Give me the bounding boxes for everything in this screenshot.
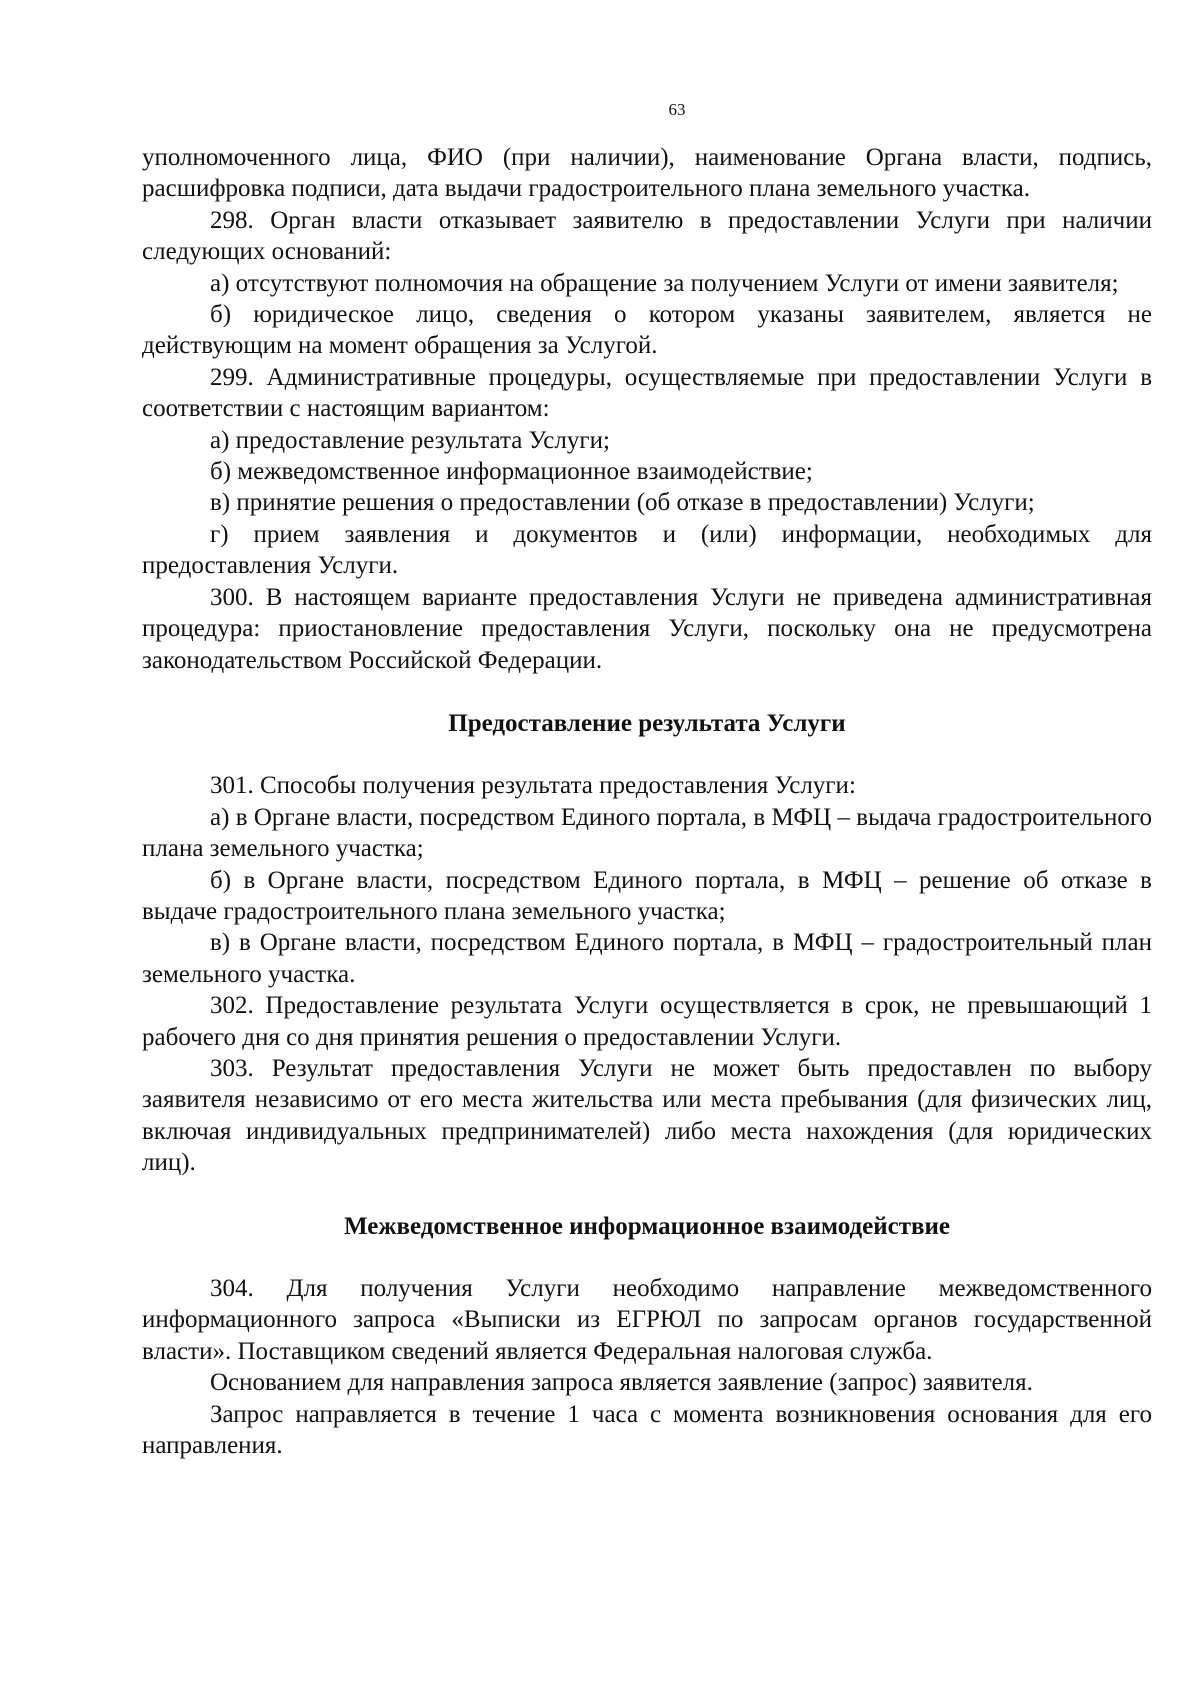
paragraph-301-a: а) в Органе власти, посредством Единого портала, в МФЦ – выдача градостроительного плана земельного участка; [142,803,1152,863]
paragraph-304-basis: Основанием для направления запроса является заявление (запрос) заявителя. [210,1369,1033,1397]
paragraph-301-b: б) в Органе власти, посредством Единого портала, в МФЦ – решение об отказе в выдаче градостроительного плана земельного участка; [142,866,1152,925]
paragraph-304-timing: Запрос направляется в течение 1 часа с момента возникновения основания для его направления. [142,1400,1152,1460]
paragraph-299-a: а) предоставление результата Услуги; [210,426,610,454]
document-page [142,100,1152,1461]
paragraph-298-b: б) юридическое лицо, сведения о котором указаны заявителем, является не действующим на момент обращения за Услугой. [142,301,1152,360]
paragraph-300: 300. В настоящем варианте предоставления Услуги не приведена административная процедура: приостановление предоставления Услуги, поскольку она не предусмотрена законодательством Российской Федерации. [142,583,1152,674]
paragraph-continuation: уполномоченного лица, ФИО (при наличии), наименование Органа власти, подпись, расшифровка подписи, дата выдачи градостроительного плана земельного участка. [142,144,1152,203]
top-text-block [142,142,1152,676]
paragraph-299-g: г) прием заявления и документов и (или) информации, необходимых для предоставления Услуги. [142,520,1152,580]
paragraph-298-a: а) отсутствуют полномочия на обращение за получением Услуги от имени заявителя; [210,269,1119,297]
paragraph-299-v: в) принятие решения о предоставлении (об отказе в предоставлении) Услуги; [210,489,1035,517]
section-heading-result: Предоставление результата Услуги [448,709,846,737]
section-result-body [142,770,1152,1178]
paragraph-301-v: в) в Органе власти, посредством Единого портала, в МФЦ – градостроительный план земельного участка. [142,929,1152,988]
paragraph-303: 303. Результат предоставления Услуги не может быть предоставлен по выбору заявителя независимо от его места жительства или места пребывания (для физических лиц, включая индивидуальных предпринимателей) либо места нахождения (для юридических лиц). [142,1054,1152,1177]
paragraph-302: 302. Предоставление результата Услуги осуществляется в срок, не превышающий 1 рабочего дня со дня принятия решения о предоставлении Услуги. [142,992,1152,1051]
page-number: 63 [668,100,686,119]
paragraph-299-b: б) межведомственное информационное взаимодействие; [210,458,813,486]
paragraph-301: 301. Способы получения результата предоставления Услуги: [210,772,856,800]
section-interagency-body [142,1273,1152,1461]
paragraph-298: 298. Орган власти отказывает заявителю в предоставлении Услуги при наличии следующих оснований: [142,206,1152,266]
paragraph-304: 304. Для получения Услуги необходимо направление межведомственного информационного запроса «Выписки из ЕГРЮЛ по запросам органов государственной власти». Поставщиком сведений является Федеральная налоговая служба. [142,1275,1152,1365]
section-heading-interagency: Межведомственное информационное взаимодействие [344,1212,950,1240]
paragraph-299: 299. Административные процедуры, осуществляемые при предоставлении Услуги в соответствии с настоящим вариантом: [142,363,1152,423]
